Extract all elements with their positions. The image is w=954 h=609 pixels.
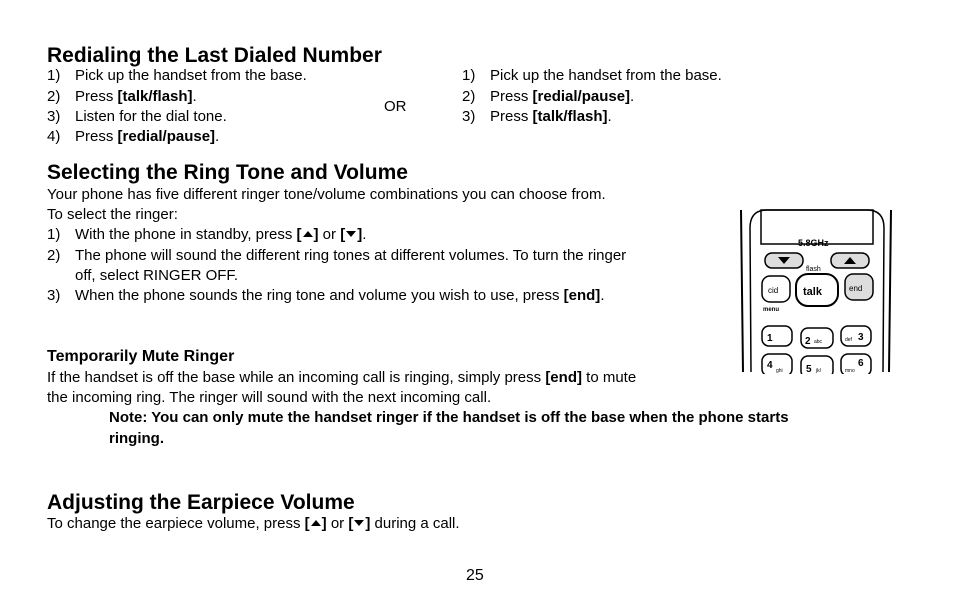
step-text: Pick up the handset from the base. [490,67,722,84]
svg-text:jkl: jkl [816,368,821,374]
page-number: 25 [466,567,484,584]
heading-mute-ringer: Temporarily Mute Ringer [47,348,235,365]
end-label: end [849,284,863,293]
mute-note: Note: You can only mute the handset ringer if the handset is off the base when the phone starts [109,409,789,426]
up-arrow-icon [311,520,321,526]
step-text: The phone will sound the different ring tones at different volumes. To turn the ringer [75,247,627,264]
step-number: 3) [47,108,61,125]
heading-redialing: Redialing the Last Dialed Number [47,44,382,67]
phone-key-5 [801,356,833,374]
step-text: With the phone in standby, press [ ] or [ ]. [75,226,367,243]
step-text: Press [redial/pause]. [75,128,220,145]
ring-intro-2: To select the ringer: [47,206,178,223]
phone-end-button [845,274,873,300]
phone-cid-button [762,276,790,302]
step-number: 2) [47,88,61,105]
down-arrow-icon [346,231,356,237]
menu-label: menu [763,307,780,313]
earpiece-text: To change the earpiece volume, press [ ] or [ ] during a call. [47,515,460,532]
svg-text:2: 2 [805,336,811,347]
cid-label: cid [768,286,779,295]
svg-text:6: 6 [858,358,864,369]
svg-text:abc: abc [814,339,823,345]
step-text: When the phone sounds the ring tone and volume you wish to use, press [end]. [75,287,605,304]
step-text: Press [talk/flash]. [490,108,612,125]
step-number: 2) [47,247,61,264]
step-text: Listen for the dial tone. [75,108,227,125]
up-arrow-icon [303,231,313,237]
phone-down-button [765,253,803,268]
svg-text:4: 4 [767,360,773,371]
heading-earpiece-volume: Adjusting the Earpiece Volume [47,491,355,514]
svg-text:mno: mno [845,368,855,374]
band-label: 5.8GHz [798,238,829,248]
flash-label: flash [806,266,821,273]
step-number: 3) [462,108,476,125]
phone-key-1 [762,326,792,346]
step-number: 3) [47,287,61,304]
phone-key-3 [841,326,871,346]
mute-text: If the handset is off the base while an incoming call is ringing, simply press [end] to mute [47,369,637,386]
step-number: 2) [462,88,476,105]
talk-label: talk [803,286,822,298]
svg-text:3: 3 [858,332,864,343]
mute-text-2: the incoming ring. The ringer will sound with the next incoming call. [47,389,492,406]
phone-key-2 [801,328,833,348]
step-number: 1) [47,226,61,243]
ring-intro: Your phone has five different ringer tone/volume combinations you can choose from. [47,186,606,203]
svg-text:1: 1 [767,333,773,344]
step-text: Pick up the handset from the base. [75,67,307,84]
phone-illustration [739,208,895,374]
step-number: 1) [462,67,476,84]
step-text: Press [talk/flash]. [75,88,197,105]
step-number: 1) [47,67,61,84]
mute-note-2: ringing. [109,430,164,447]
step-number: 4) [47,128,61,145]
step-text: Press [redial/pause]. [490,88,635,105]
svg-text:def: def [845,337,852,343]
phone-key-6 [841,354,871,374]
or-label: OR [384,98,407,115]
phone-talk-button [796,274,838,306]
svg-text:5: 5 [806,364,812,374]
svg-text:ghi: ghi [776,368,783,374]
heading-ring-tone: Selecting the Ring Tone and Volume [47,161,408,184]
phone-key-4 [762,354,792,374]
phone-up-button [831,253,869,268]
step-text-cont: off, select RINGER OFF. [75,267,239,284]
down-arrow-icon [354,520,364,526]
